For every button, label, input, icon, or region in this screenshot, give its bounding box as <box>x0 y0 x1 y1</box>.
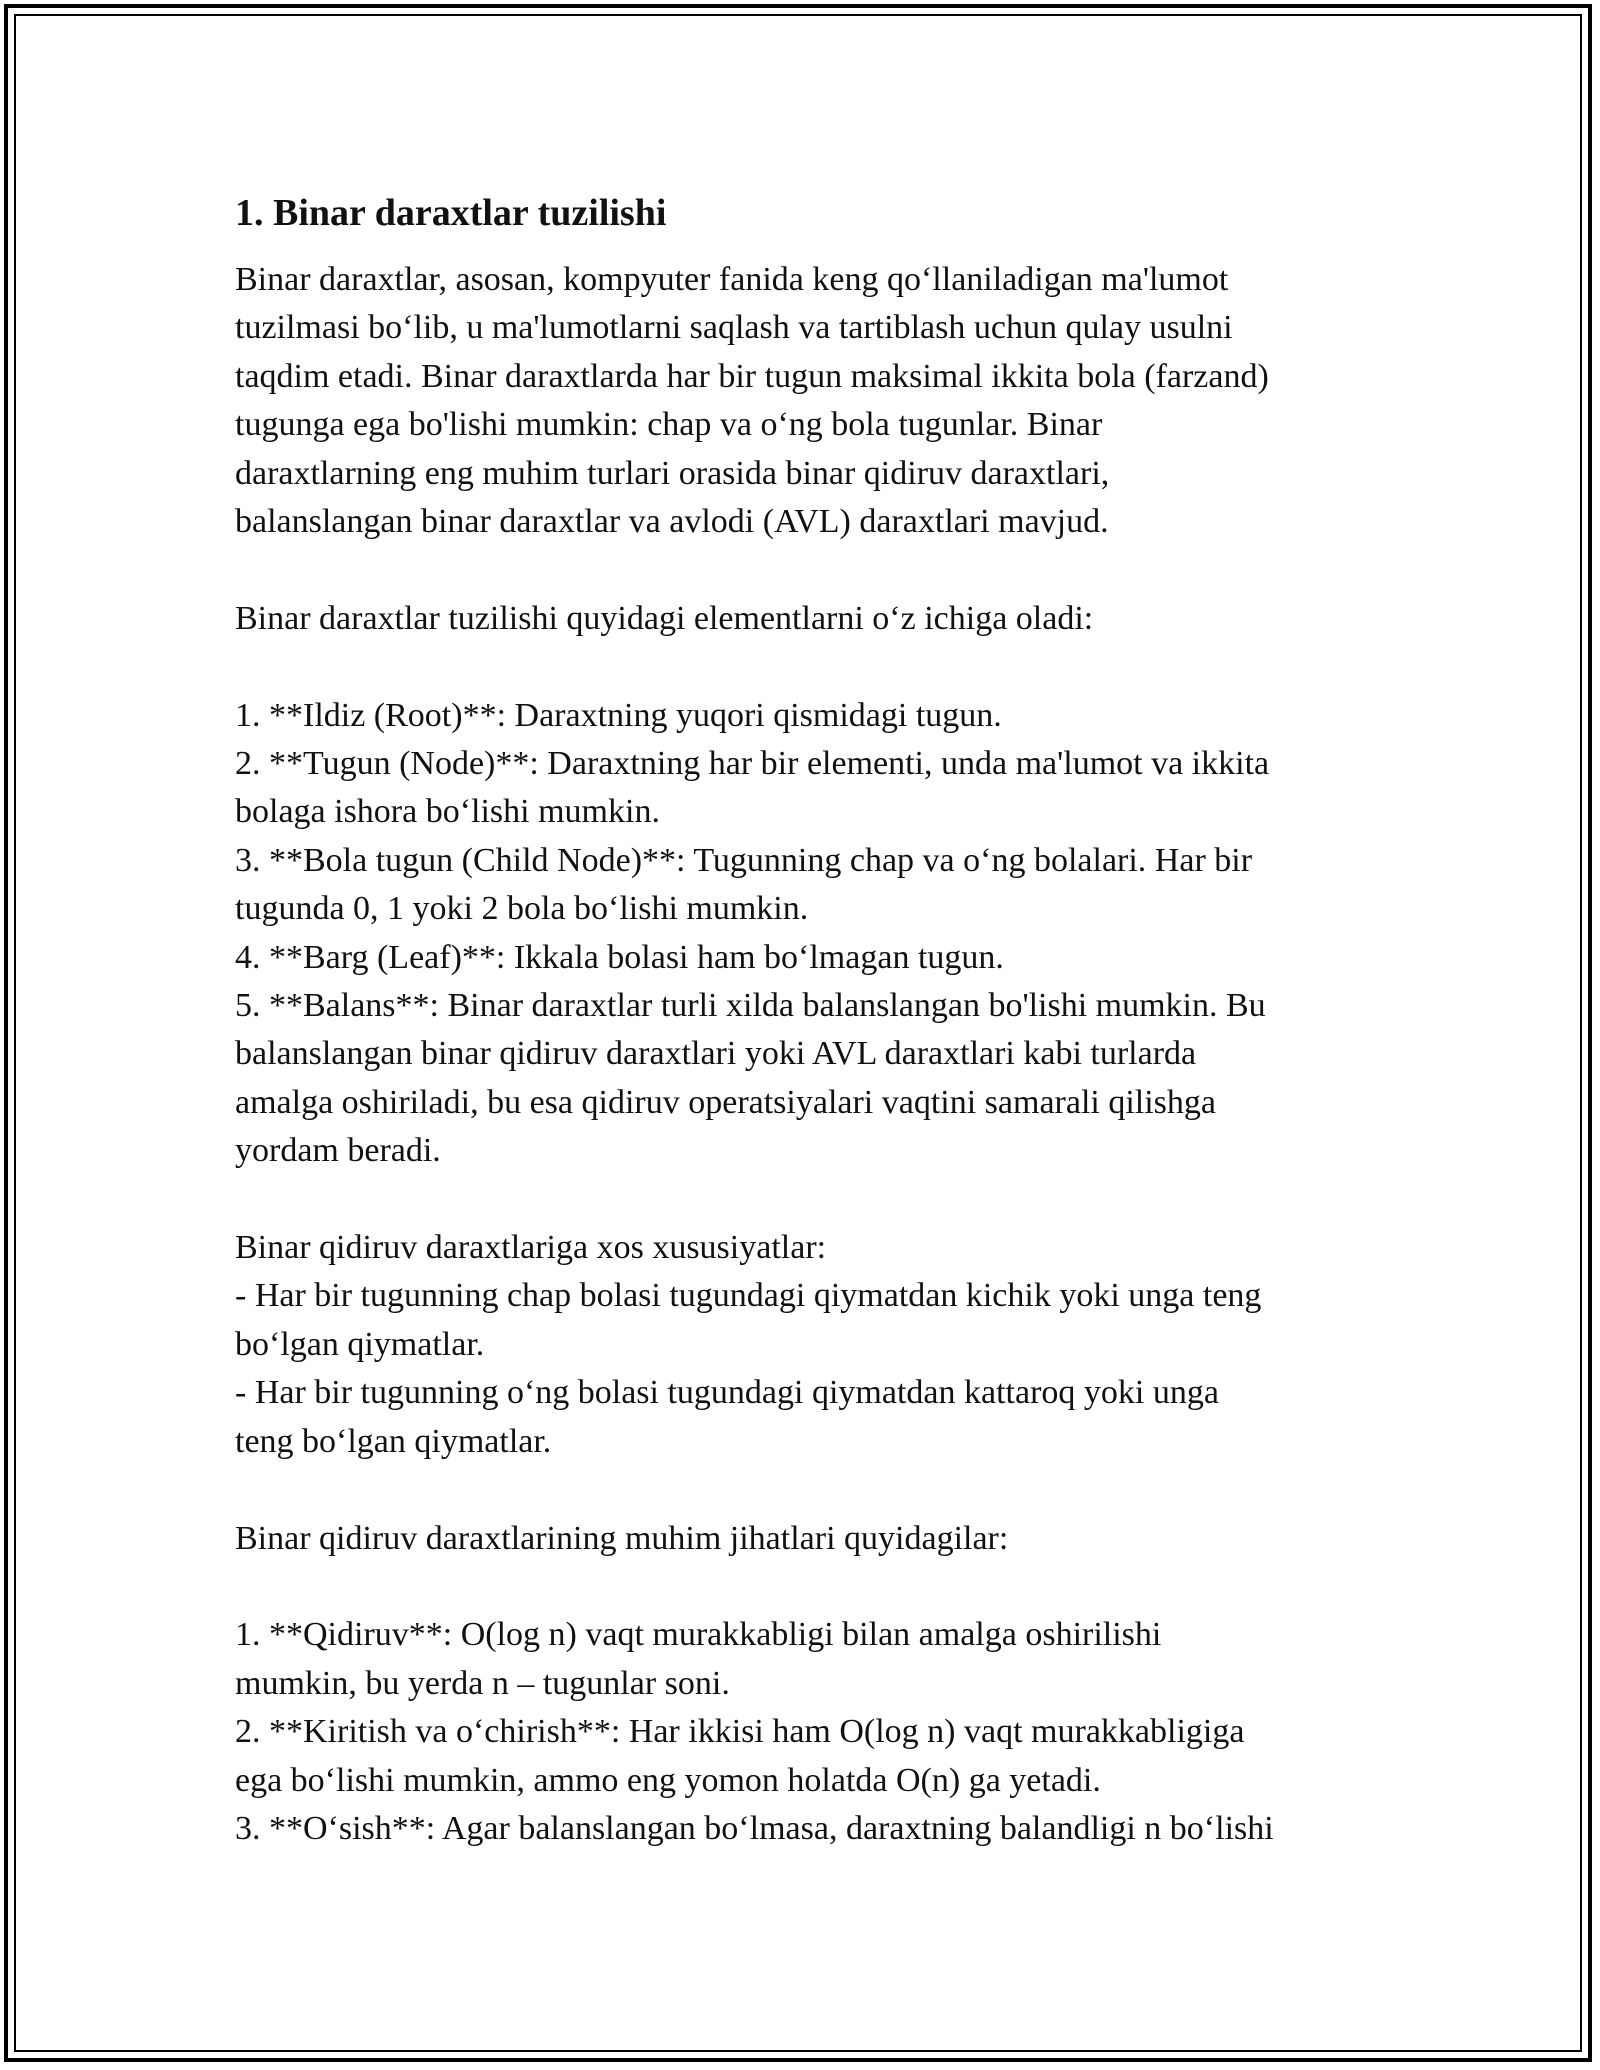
text-line: 2. **Kiritish va o‘chirish**: Har ikkisi ham O(log n) vaqt murakkabligiga <box>235 1713 1245 1751</box>
text-line: Binar qidiruv daraxtlariga xos xususiyatlar: <box>235 1229 827 1267</box>
text-line: 3. **Bola tugun (Child Node)**: Tugunning chap va o‘ng bolalari. Har bir <box>235 841 1253 879</box>
text-line: 1. **Qidiruv**: O(log n) vaqt murakkabligi bilan amalga oshirilishi <box>235 1616 1162 1654</box>
text-line: yordam beradi. <box>235 1132 441 1170</box>
section-heading: 1. Binar daraxtlar tuzilishi <box>235 192 667 234</box>
text-line: bo‘lgan qiymatlar. <box>235 1325 485 1363</box>
text-line: 1. **Ildiz (Root)**: Daraxtning yuqori qismidagi tugun. <box>235 696 1002 734</box>
text-line: 4. **Barg (Leaf)**: Ikkala bolasi ham bo‘lmagan tugun. <box>235 938 1004 976</box>
document-body <box>235 188 1365 1853</box>
text-line: tuzilmasi bo‘lib, u ma'lumotlarni saqlash va tartiblash uchun qulay usulni <box>235 309 1233 347</box>
text-line: tugunga ega bo'lishi mumkin: chap va o‘ng bola tugunlar. Binar <box>235 406 1103 444</box>
text-line: 5. **Balans**: Binar daraxtlar turli xilda balanslangan bo'lishi mumkin. Bu <box>235 987 1266 1025</box>
text-line: tugunda 0, 1 yoki 2 bola bo‘lishi mumkin. <box>235 890 809 928</box>
text-line: bolaga ishora bo‘lishi mumkin. <box>235 793 660 831</box>
text-line: daraxtlarning eng muhim turlari orasida binar qidiruv daraxtlari, <box>235 454 1110 492</box>
blank-line <box>235 1176 1365 1224</box>
paragraph-lines <box>235 256 1365 1853</box>
text-line: balanslangan binar daraxtlar va avlodi (AVL) daraxtlari mavjud. <box>235 503 1109 541</box>
text-line: amalga oshiriladi, bu esa qidiruv operatsiyalari vaqtini samarali qilishga <box>235 1083 1217 1121</box>
text-line: Binar daraxtlar, asosan, kompyuter fanida keng qo‘llaniladigan ma'lumot <box>235 261 1229 298</box>
text-line: teng bo‘lgan qiymatlar. <box>235 1422 552 1460</box>
text-line: Binar qidiruv daraxtlarining muhim jihatlari quyidagilar: <box>235 1519 1009 1557</box>
text-line: 2. **Tugun (Node)**: Daraxtning har bir elementi, unda ma'lumot va ikkita <box>235 745 1270 783</box>
text-line: 3. **O‘sish**: Agar balanslangan bo‘lmasa, daraxtning balandligi n bo‘lishi <box>235 1809 1274 1847</box>
blank-line <box>235 546 1365 594</box>
text-line: - Har bir tugunning o‘ng bolasi tugundagi qiymatdan kattaroq yoki unga <box>235 1374 1219 1412</box>
text-line: Binar daraxtlar tuzilishi quyidagi elementlarni o‘z ichiga oladi: <box>235 599 1094 637</box>
text-line: ega bo‘lishi mumkin, ammo eng yomon holatda O(n) ga yetadi. <box>235 1761 1101 1799</box>
blank-line <box>235 1466 1365 1514</box>
text-line: taqdim etadi. Binar daraxtlarda har bir tugun maksimal ikkita bola (farzand) <box>235 357 1269 395</box>
text-line: mumkin, bu yerda n – tugunlar soni. <box>235 1664 730 1702</box>
text-line: - Har bir tugunning chap bolasi tugundagi qiymatdan kichik yoki unga teng <box>235 1277 1262 1315</box>
text-line: balanslangan binar qidiruv daraxtlari yoki AVL daraxtlari kabi turlarda <box>235 1035 1197 1073</box>
blank-line <box>235 643 1365 691</box>
blank-line <box>235 1563 1365 1611</box>
